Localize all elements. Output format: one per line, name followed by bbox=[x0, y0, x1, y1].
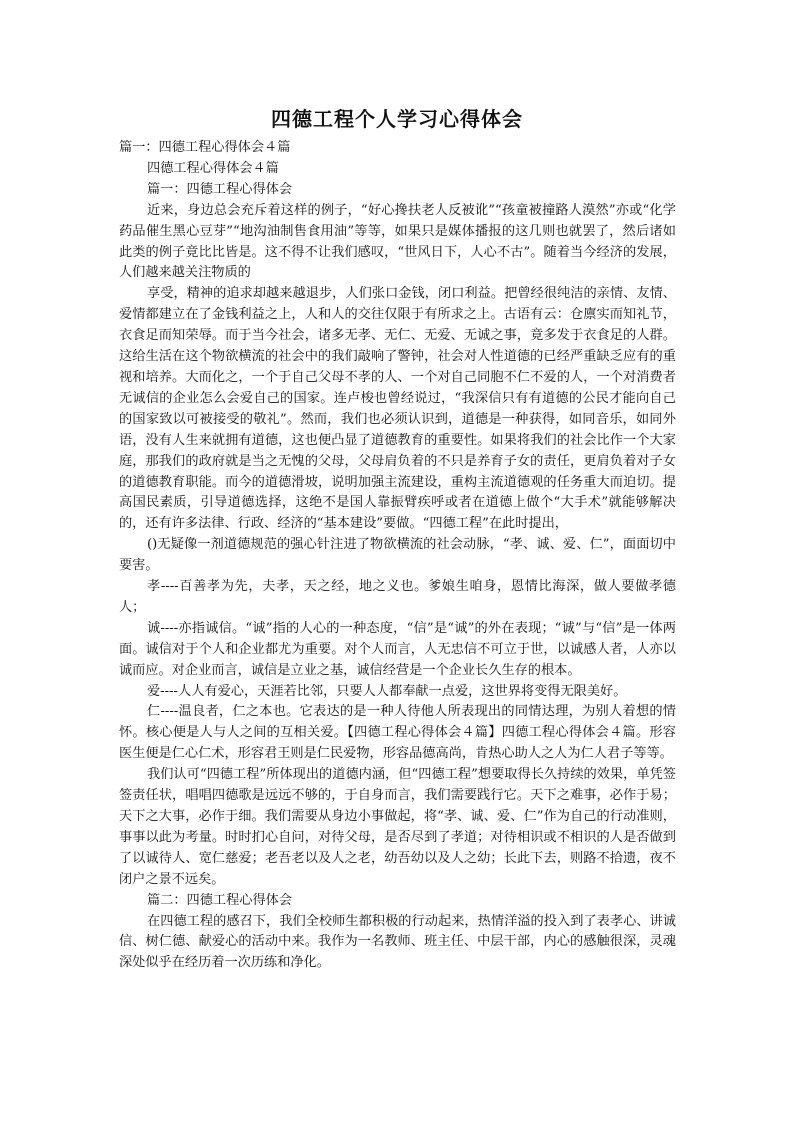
document-title: 四德工程个人学习心得体会 bbox=[271, 107, 523, 131]
paragraph: 诚----亦指诚信。“诚”指的人心的一种态度，“信”是“诚”的外在表现；“诚”与“信”是一体两面。诚信对于个人和企业都尤为重要。对个人而言，人无忠信不可立于世，以诚感人者，人亦以诚而应。对企业而言，诚信是立业之基，诚信经营是一个企业长久生存的根本。 bbox=[119, 620, 676, 678]
paragraph: ()无疑像一剂道德规范的强心针注进了物欲横流的社会动脉，“孝、诚、爱、仁”，面面切中要害。 bbox=[119, 537, 676, 574]
section-heading: 篇二：四德工程心得体会 bbox=[147, 892, 293, 908]
paragraph: 享受，精神的追求却越来越退步，人们张口金钱，闭口利益。把曾经很纯洁的亲情、友情、爱情都建立在了金钱利益之上，人和人的交往仅限于有所求之上。古语有云：仓廪实而知礼节，衣食足而知荣辱。而于当今社会，诸多无孝、无仁、无爱、无诚之事，竟多发于衣食足的人群。这给生活在这个物欲横流的社会中的我们敲响了警钟，社会对人性道德的已经严重缺乏应有的重视和培养。大而化之，一个于自己父母不孝的人、一个对自己同胞不仁不爱的人，一个对消费者无诚信的企业怎么会爱自己的国家。连卢梭也曾经说过，“我深信只有有道德的公民才能向自己的国家致以可被接受的敬礼”。然而，我们也必须认识到，道德是一种获得，如同音乐，如同外语，没有人生来就拥有道德，这也便凸显了道德教育的重要性。如果将我们的社会比作一个大家庭，那我们的政府就是当之无愧的父母，父母肩负着的不只是养育子女的责任，更肩负着对子女的道德教育职能。而今的道德滑坡，说明加强主流建设，重构主流道德观的任务重大而迫切。提高国民素质，引导道德选择，这绝不是国人靠振臂疾呼或者在道德上做个“大手术”就能够解决的，还有许多法律、行政、经济的“基本建设”要做。“四德工程”在此时提出， bbox=[119, 286, 676, 532]
section-heading: 篇一：四德工程心得体会４篇 bbox=[119, 140, 291, 155]
paragraph: 爱----人人有爱心，天涯若比邻，只要人人都奉献一点爱，这世界将变得无限美好。 bbox=[147, 683, 627, 699]
paragraph: 仁----温良者，仁之本也。它表达的是一种人待他人所表现出的同情达理，为别人着想的情怀。核心便是人与人之间的互相关爱。【四德工程心得体会４篇】四德工程心得体会４篇。形容医生便是仁心仁术，形容君王则是仁民爱物，形容品德高尚，肯热心助人之人为仁人君子等等。 bbox=[119, 704, 676, 762]
section-heading: 篇一：四德工程心得体会 bbox=[147, 181, 293, 197]
paragraph: 孝----百善孝为先，夫孝，天之经，地之义也。爹娘生咱身，恩情比海深，做人要做孝德人； bbox=[119, 579, 676, 615]
paragraph: 我们认可“四德工程”所体现出的道德内涵，但“四德工程”想要取得长久持续的效果，单凭签签责任状，唱唱四德歌是远远不够的，于自身而言，我们需要践行它。天下之难事，必作于易；天下之大事，必作于细。我们需要从身边小事做起，将“孝、诚、爱、仁”作为自己的行动准则，事事以此为考量。时时扪心自问，对待父母，是否尽到了孝道；对待相识或不相识的人是否做到了以诚待人、宽仁慈爱；老吾老以及人之老，幼吾幼以及人之幼；长此下去，则路不拾遗，夜不闭户之景不远矣。 bbox=[119, 767, 676, 887]
paragraph: 近来，身边总会充斥着这样的例子，“好心搀扶老人反被讹”“孩童被撞路人漠然”亦或“化学药品催生黑心豆芽”“地沟油制售食用油”等等，如果只是媒体播报的这几则也就罢了，然后诸如此类的例子竟比比皆是。这不得不让我们感叹，“世风日下，人心不古”。随着当今经济的发展，人们越来越关注物质的 bbox=[119, 202, 676, 281]
document-body bbox=[119, 138, 676, 974]
subheading: 四德工程心得体会４篇 bbox=[147, 160, 279, 176]
paragraph: 在四德工程的感召下，我们全校师生都积极的行动起来，热情洋溢的投入到了表孝心、讲诚信、树仁德、献爱心的活动中来。我作为一名教师、班主任、中层干部，内心的感触很深，灵魂深处似乎在经历着一次历练和净化。 bbox=[119, 913, 676, 971]
